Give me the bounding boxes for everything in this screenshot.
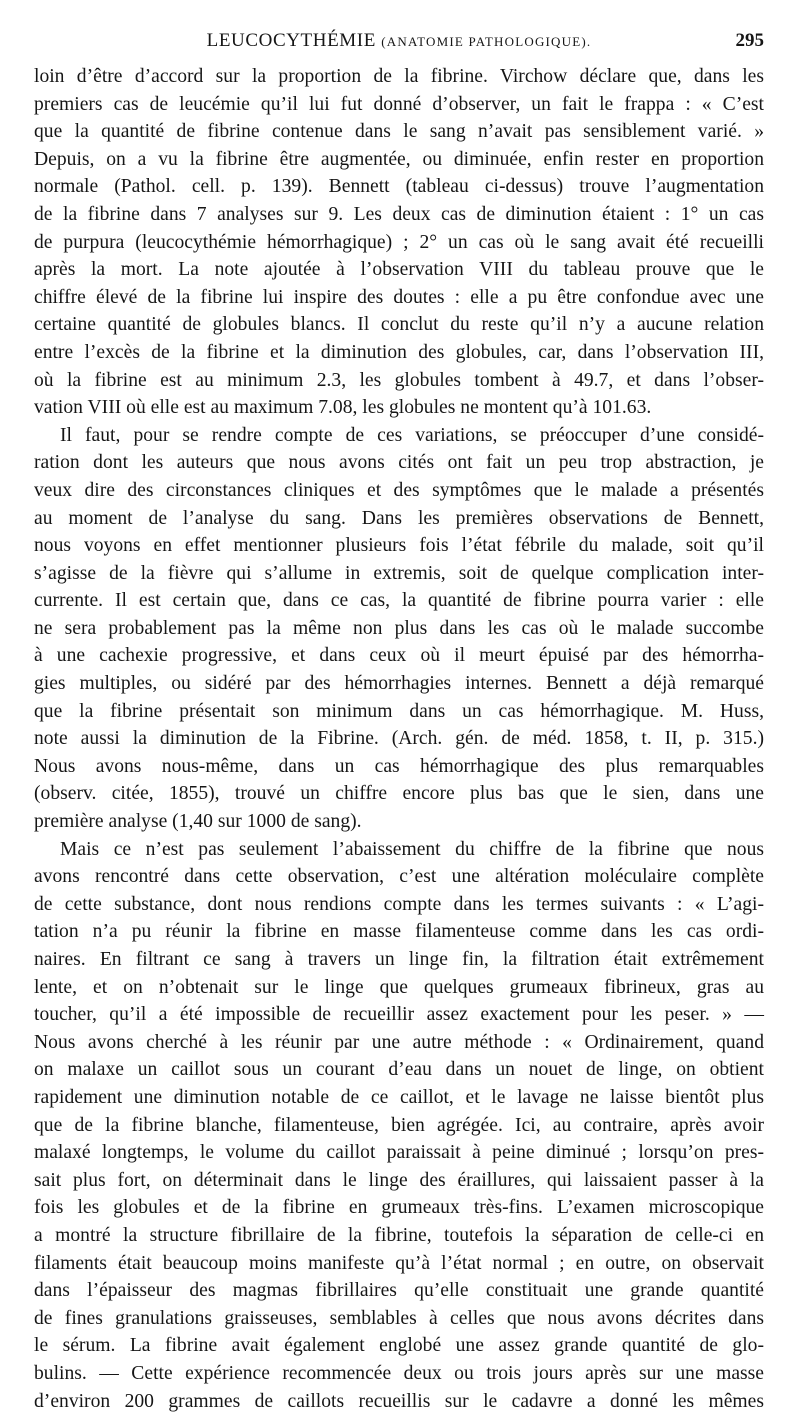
text-line: que la quantité de fibrine contenue dans le sang n’avait pas sensiblement varié. » <box>34 118 764 146</box>
text-line: dans l’épaisseur des magmas fibrillaires qu’elle constituait une grande quantité <box>34 1277 764 1305</box>
text-line: de purpura (leucocythémie hémorrhagique) ; 2° un cas où le sang avait été recueilli <box>34 229 764 257</box>
text-line: Mais ce n’est pas seulement l’abaissement du chiffre de la fibrine que nous <box>34 836 764 864</box>
text-line: naires. En filtrant ce sang à travers un linge fin, la filtration était extrêmement <box>34 946 764 974</box>
running-head-subtitle: (ANATOMIE PATHOLOGIQUE). <box>381 34 591 49</box>
text-line: que la fibrine présentait son minimum dans un cas hémorrhagique. M. Huss, <box>34 698 764 726</box>
text-line: ne sera probablement pas la même non plus dans les cas où le malade succombe <box>34 615 764 643</box>
page-number: 295 <box>736 30 765 52</box>
text-line: Depuis, on a vu la fibrine être augmentée, ou diminuée, enfin rester en proportion <box>34 146 764 174</box>
text-line: vation VIII où elle est au maximum 7.08, les globules ne montent qu’à 101.63. <box>34 394 764 422</box>
text-line: a montré la structure fibrillaire de la fibrine, toutefois la séparation de celle-ci en <box>34 1222 764 1250</box>
text-line: première analyse (1,40 sur 1000 de sang). <box>34 808 764 836</box>
page-header <box>34 30 764 60</box>
running-head <box>34 30 764 52</box>
text-line: bulins. — Cette expérience recommencée deux ou trois jours après sur une masse <box>34 1360 764 1388</box>
text-line: (observ. citée, 1855), trouvé un chiffre encore plus bas que le sien, dans une <box>34 780 764 808</box>
text-line: lente, et on n’obtenait sur le linge que quelques grumeaux fibrineux, gras au <box>34 974 764 1002</box>
body-text <box>34 63 764 1415</box>
text-line: sait plus fort, on déterminait dans le linge des éraillures, qui laissaient passer à la <box>34 1167 764 1195</box>
text-line: rapidement une diminution notable de ce caillot, et le lavage ne laisse bientôt plus <box>34 1084 764 1112</box>
text-line: Il faut, pour se rendre compte de ces variations, se préoccuper d’une considé- <box>34 422 764 450</box>
text-line: avons rencontré dans cette observation, c’est une altération moléculaire complète <box>34 863 764 891</box>
text-line: Nous avons cherché à les réunir par une autre méthode : « Ordinairement, quand <box>34 1029 764 1057</box>
text-line: chiffre élevé de la fibrine lui inspire des doutes : elle a pu être confondue avec une <box>34 284 764 312</box>
text-line: note aussi la diminution de la Fibrine. (Arch. gén. de méd. 1858, t. II, p. 315.) <box>34 725 764 753</box>
text-line: normale (Pathol. cell. p. 139). Bennett (tableau ci-dessus) trouve l’augmentation <box>34 173 764 201</box>
text-line: de la fibrine dans 7 analyses sur 9. Les deux cas de diminution étaient : 1° un cas <box>34 201 764 229</box>
text-line: au moment de l’analyse du sang. Dans les premières observations de Bennett, <box>34 505 764 533</box>
text-line: d’environ 200 grammes de caillots recueillis sur le cadavre a donné les mêmes <box>34 1388 764 1415</box>
text-line: fois les globules et de la fibrine en grumeaux très-fins. L’examen microscopique <box>34 1194 764 1222</box>
text-line: où la fibrine est au minimum 2.3, les globules tombent à 49.7, et dans l’obser- <box>34 367 764 395</box>
text-line: premiers cas de leucémie qu’il lui fut donné d’observer, un fait le frappa : « C’est <box>34 91 764 119</box>
text-line: on malaxe un caillot sous un courant d’eau dans un nouet de linge, on obtient <box>34 1056 764 1084</box>
text-line: veux dire des circonstances cliniques et des symptômes que le malade a présentés <box>34 477 764 505</box>
text-line: s’agisse de la fièvre qui s’allume in extremis, soit de quelque complication inter- <box>34 560 764 588</box>
text-line: de cette substance, dont nous rendions compte dans les termes suivants : « L’agi- <box>34 891 764 919</box>
text-line: le sérum. La fibrine avait également englobé une assez grande quantité de glo- <box>34 1332 764 1360</box>
text-line: loin d’être d’accord sur la proportion de la fibrine. Virchow déclare que, dans les <box>34 63 764 91</box>
text-line: certaine quantité de globules blancs. Il conclut du reste qu’il n’y a aucune relation <box>34 311 764 339</box>
text-line: tation n’a pu réunir la fibrine en masse filamenteuse comme dans les cas ordi- <box>34 918 764 946</box>
text-line: nous voyons en effet mentionner plusieurs fois l’état fébrile du malade, soit qu’il <box>34 532 764 560</box>
text-line: ration dont les auteurs que nous avons cités ont fait un peu trop abstraction, je <box>34 449 764 477</box>
running-head-title: LEUCOCYTHÉMIE <box>207 30 376 51</box>
text-line: que de la fibrine blanche, filamenteuse, bien agrégée. Ici, au contraire, après avoir <box>34 1112 764 1140</box>
text-line: filaments était beaucoup moins manifeste qu’à l’état normal ; en outre, on observait <box>34 1250 764 1278</box>
text-line: de fines granulations graisseuses, semblables à celles que nous avons décrites dans <box>34 1305 764 1333</box>
text-line: Nous avons nous-même, dans un cas hémorrhagique des plus remarquables <box>34 753 764 781</box>
text-line: entre l’excès de la fibrine et la diminution des globules, car, dans l’observation III, <box>34 339 764 367</box>
text-line: currente. Il est certain que, dans ce cas, la quantité de fibrine pourra varier : elle <box>34 587 764 615</box>
text-line: gies multiples, ou sidéré par des hémorrhagies internes. Bennett a déjà remarqué <box>34 670 764 698</box>
text-line: après la mort. La note ajoutée à l’observation VIII du tableau prouve que le <box>34 256 764 284</box>
text-line: malaxé longtemps, le volume du caillot paraissait à peine diminué ; lorsqu’on pres- <box>34 1139 764 1167</box>
text-line: à une cachexie progressive, et dans ceux où il meurt épuisé par des hémorrha- <box>34 642 764 670</box>
text-line: toucher, qu’il a été impossible de recueillir assez exactement pour les peser. » — <box>34 1001 764 1029</box>
